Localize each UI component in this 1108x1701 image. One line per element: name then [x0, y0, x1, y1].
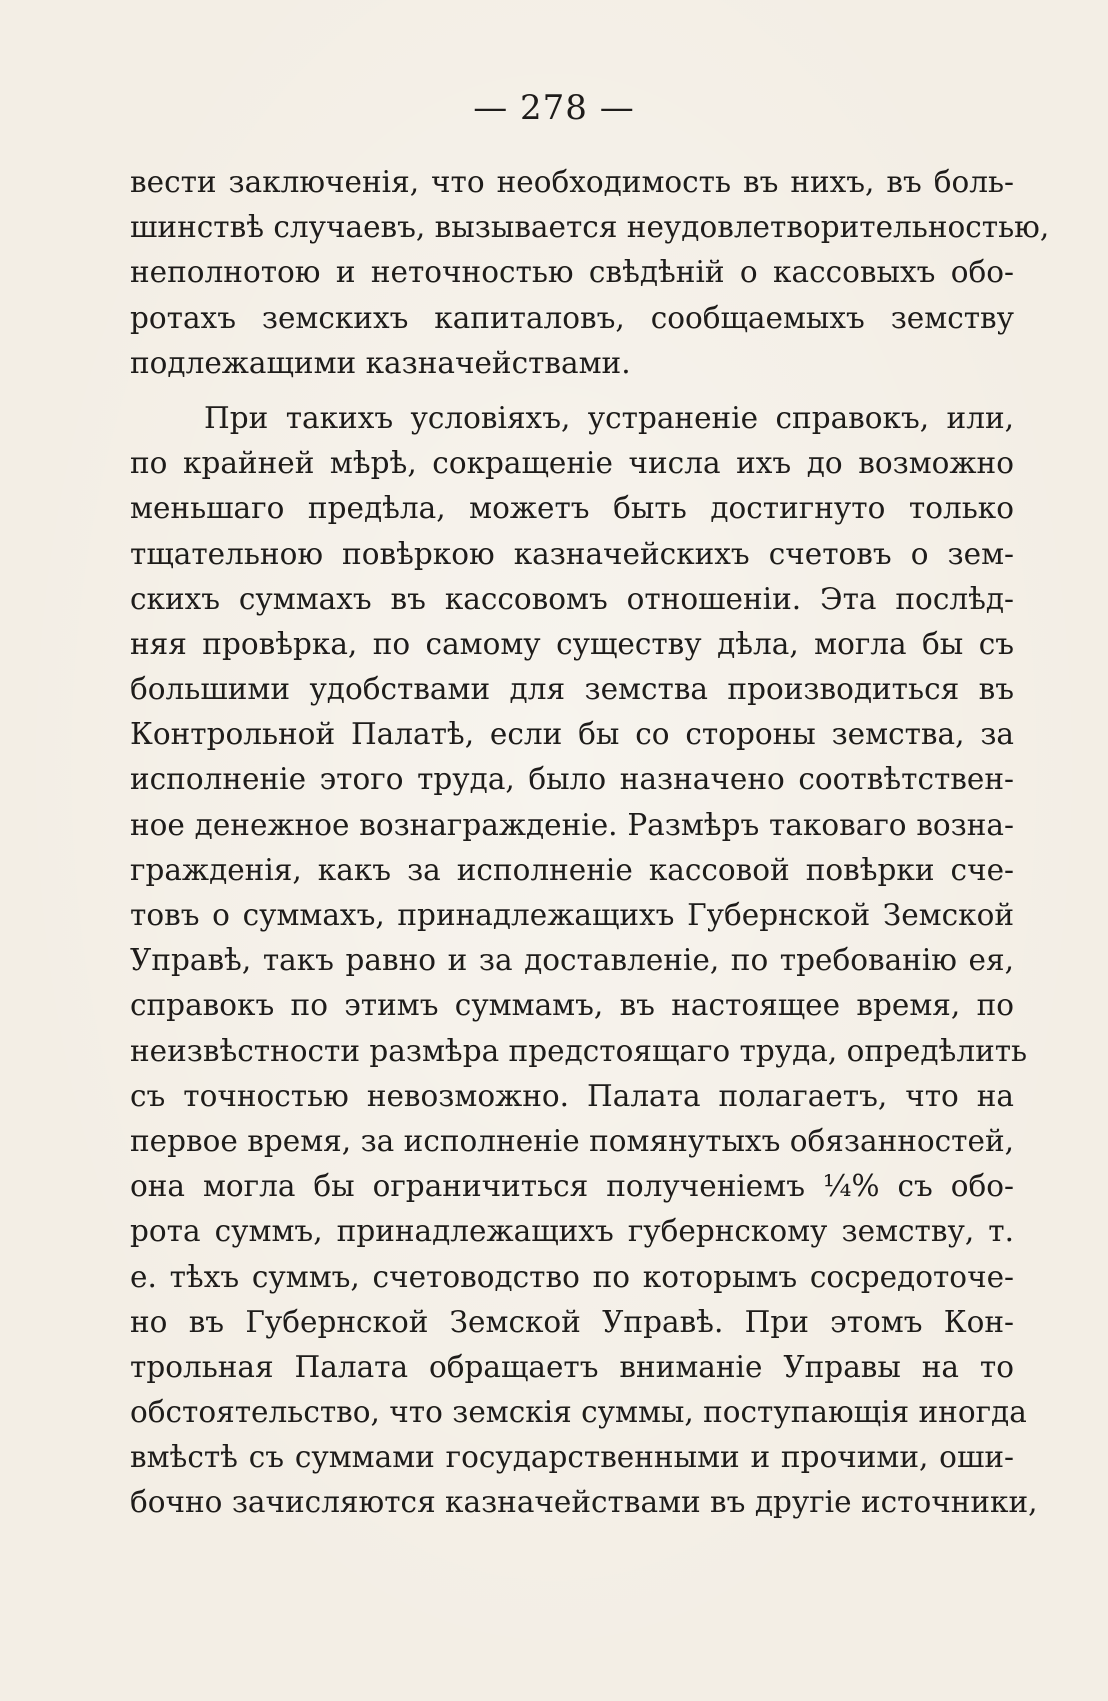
- text-line: При такихъ условіяхъ, устраненіе справокъ, или,: [204, 400, 1014, 435]
- text-line: большими удобствами для земства производиться въ: [130, 672, 1014, 707]
- text-line: меньшаго предѣла, можетъ быть достигнуто только: [130, 491, 1014, 526]
- text-line: неизвѣстности размѣра предстоящаго труда, опредѣлить: [130, 1033, 1028, 1068]
- text-line: первое время, за исполненіе помянутыхъ обязанностей,: [130, 1123, 1014, 1158]
- text-line: товъ о суммахъ, принадлежащихъ Губернской Земской: [130, 898, 1014, 932]
- text-line: бочно зачисляются казначействами въ другіе источники,: [130, 1485, 1038, 1520]
- text-line: по крайней мѣрѣ, сокращеніе числа ихъ до возможно: [130, 446, 1014, 481]
- page-number: — 278 —: [473, 88, 635, 128]
- text-line: исполненіе этого труда, было назначено соотвѣтствен-: [130, 762, 1014, 797]
- text-line: подлежащими казначействами.: [130, 345, 631, 380]
- text-line: няя провѣрка, по самому существу дѣла, могла бы съ: [130, 626, 1014, 661]
- text-line: вести заключенія, что необходимость въ нихъ, въ боль-: [130, 165, 1014, 199]
- text-line: неполнотою и неточностью свѣдѣній о кассовыхъ обо-: [130, 255, 1014, 290]
- text-line: ное денежное вознагражденіе. Размѣръ таковаго возна-: [130, 807, 1014, 842]
- text-line: она могла бы ограничиться полученіемъ ¼% съ обо-: [130, 1169, 1014, 1204]
- text-line: трольная Палата обращаетъ вниманіе Управы на то: [130, 1349, 1014, 1384]
- text-line: вмѣстѣ съ суммами государственными и прочими, оши-: [130, 1440, 1014, 1475]
- paragraph-gap: [130, 386, 1014, 396]
- text-line: Контрольной Палатѣ, если бы со стороны земства, за: [130, 717, 1014, 752]
- text-line: шинствѣ случаевъ, вызывается неудовлетворительностью,: [130, 210, 1050, 245]
- body-text: [130, 160, 1050, 1526]
- text-line: ротахъ земскихъ капиталовъ, сообщаемыхъ земству: [130, 300, 1014, 335]
- text-line: скихъ суммахъ въ кассовомъ отношеніи. Эта послѣд-: [130, 581, 1014, 616]
- text-line: справокъ по этимъ суммамъ, въ настоящее время, по: [130, 988, 1014, 1023]
- text-line: но въ Губернской Земской Управѣ. При этомъ Кон-: [130, 1304, 1014, 1339]
- paragraph-2: [130, 396, 1038, 1526]
- text-line: е. тѣхъ суммъ, счетоводство по которымъ сосредоточе-: [130, 1259, 1014, 1294]
- paragraph-1: [130, 160, 1050, 386]
- text-line: тщательною повѣркою казначейскихъ счетовъ о зем-: [130, 536, 1014, 571]
- text-line: Управѣ, такъ равно и за доставленіе, по требованію ея,: [130, 943, 1014, 978]
- text-line: рота суммъ, принадлежащихъ губернскому земству, т.: [130, 1214, 1014, 1249]
- text-line: гражденія, какъ за исполненіе кассовой повѣрки сче-: [130, 852, 1014, 887]
- text-line: съ точностью невозможно. Палата полагаетъ, что на: [130, 1078, 1014, 1113]
- text-line: обстоятельство, что земскія суммы, поступающія иногда: [130, 1395, 1027, 1430]
